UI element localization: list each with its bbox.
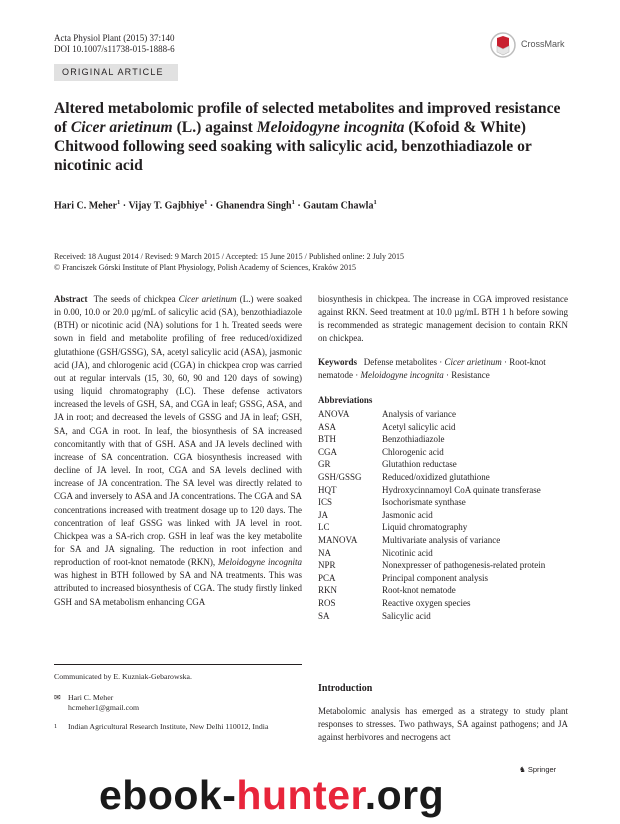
crossmark-label: CrossMark xyxy=(521,39,565,49)
abbreviation-definition: Reduced/oxidized glutathione xyxy=(382,471,490,482)
publisher-name: Springer xyxy=(527,765,557,774)
author-name[interactable]: Hari C. Meher xyxy=(54,200,118,212)
abbreviation-term: ICS xyxy=(318,497,333,508)
abbreviation-term: CGA xyxy=(318,446,338,457)
publication-dates xyxy=(54,252,594,273)
author-email[interactable]: hcmeher1@gmail.com xyxy=(68,703,140,712)
article-type-banner xyxy=(54,64,178,81)
abbreviation-row xyxy=(318,572,570,585)
abbreviation-term: NPR xyxy=(318,560,336,571)
abbreviation-term: BTH xyxy=(318,434,336,445)
affiliation: Indian Agricultural Research Institute, New Delhi 110012, India xyxy=(68,722,269,731)
author-name[interactable]: Ghanendra Singh xyxy=(215,200,292,212)
abbreviation-row xyxy=(318,610,570,623)
abbreviation-row xyxy=(318,534,570,547)
publisher-logo xyxy=(519,765,556,774)
abbreviation-definition: Acetyl salicylic acid xyxy=(382,421,456,432)
abstract: Abstract The seeds of chickpea Cicer arietinum (L.) were soaked in 0.00, 10.0 or 20.0 µg/mL of salicylic acid (SA), benzothiadiazole (BTH) or nicotinic acid (NA) solutions for 1 h. Treated seeds were sown in field and metabolite profiling of free reduced/oxidized glutathione (GSH/GSSG), SA, acetyl salicylic acid (ASA), jasmonic acid (JA), and chlorogenic acid (CGA) in chickpea crop was carried out at regular intervals (15, 30, 60, 90 and 120 days of sowing) using liquid chromatography (LC). These defense activators increased the levels of GSH, SA, and CGA in leaf; GSSG, ASA, and JA in root; and decreased the levels of GSSG and JA in leaf; GSH, SA, and CGA in root. In leaf, the biosynthesis of SA increased concomitantly with that of GSH. ASA and JA levels declined with increase of SA concentration. CGA biosynthesis increased with decline of JA level. In root, CGA and SA levels declined with increase of JA concentration. The SA level was directly related to CGA and inversely to ASA and JA concentrations. The CGA and SA concentrations increased with treatment dosage up to 120 days. The concentration of leaf GSSG was linked with JA level in root. Chickpea was a SA-rich crop. GSH in leaf was the key metabolite for SA and JA signaling. The reduction in root infection and reproduction of root-knot nematode (RKN), Meloidogyne incognita was highest in BTH followed by SA and NA treatments. This was attributed to increased biosynthesis of CGA. The study firstly linked GSH and SA metabolism enhancing CGA xyxy=(54,294,302,607)
abbreviation-definition: Glutathion reductase xyxy=(382,459,457,470)
introduction-text: Metabolomic analysis has emerged as a strategy to study plant responses to stresses. Two pathways, SA against pathogens; and JA against herbivores and necrogens act xyxy=(318,706,568,742)
abbreviation-row xyxy=(318,597,570,610)
keywords: Keywords Defense metabolites · Cicer arietinum · Root-knot nematode · Meloidogyne incognita · Resistance xyxy=(318,357,546,380)
abbreviation-definition: Liquid chromatography xyxy=(382,522,468,533)
abbreviation-definition: Root-knot nematode xyxy=(382,585,456,596)
journal-citation: Acta Physiol Plant (2015) 37:140 xyxy=(54,33,175,43)
abbreviation-definition: Multivariate analysis of variance xyxy=(382,534,501,545)
springer-horse-icon: ♞ xyxy=(519,765,526,774)
abbreviation-definition: Reactive oxygen species xyxy=(382,597,471,608)
abbreviation-row xyxy=(318,509,570,522)
abbreviation-row xyxy=(318,421,570,434)
abbreviation-definition: Hydroxycinnamoyl CoA quinate transferase xyxy=(382,484,541,495)
affiliation-number: 1 xyxy=(54,723,58,730)
abbreviation-row xyxy=(318,547,570,560)
abbreviation-row xyxy=(318,408,570,421)
abbreviation-definition: Salicylic acid xyxy=(382,610,431,621)
corresponding-author: Hari C. Meher xyxy=(68,693,114,702)
abbreviation-row xyxy=(318,433,570,446)
abbreviation-row xyxy=(318,484,570,497)
abbreviation-term: ROS xyxy=(318,597,336,608)
author-name[interactable]: Vijay T. Gajbhiye xyxy=(128,200,205,212)
abbreviation-term: SA xyxy=(318,610,330,621)
abstract-continuation: biosynthesis in chickpea. The increase in CGA improved resistance against RKN. Seed treatment at 10.0 µg/mL BTH 1 h before sowing is recommended as strategic management decision to contain RKN on chickpea. xyxy=(318,294,568,344)
abbreviation-definition: Nicotinic acid xyxy=(382,547,433,558)
history-dates: Received: 18 August 2014 / Revised: 9 March 2015 / Accepted: 15 June 2015 / Published online: 2 July 2015 xyxy=(54,252,404,261)
abbreviations-list xyxy=(318,408,570,622)
abbreviation-row xyxy=(318,521,570,534)
abbreviation-definition: Principal component analysis xyxy=(382,572,488,583)
article-type: ORIGINAL ARTICLE xyxy=(62,67,164,77)
abbreviation-row xyxy=(318,559,570,572)
author-list: Hari C. Meher$^1$ · Vijay T. Gajbhiye$^1$ · Ghanendra Singh$^1$ · Gautam Chawla$^1$ xyxy=(54,199,377,212)
footnote-rule xyxy=(54,664,302,665)
abbreviation-term: ANOVA xyxy=(318,409,350,419)
abbreviation-row xyxy=(318,446,570,459)
abbreviation-row xyxy=(318,584,570,597)
abbreviation-definition: Analysis of variance xyxy=(382,409,456,419)
abbreviation-row xyxy=(318,458,570,471)
abbreviation-term: HQT xyxy=(318,484,337,495)
abbreviation-term: JA xyxy=(318,509,329,520)
abbreviation-term: MANOVA xyxy=(318,534,358,545)
doi[interactable]: DOI 10.1007/s11738-015-1888-6 xyxy=(54,44,175,54)
watermark: ebook-hunter.org xyxy=(99,772,445,818)
abbreviation-term: ASA xyxy=(318,421,337,432)
abbreviation-term: GR xyxy=(318,459,331,470)
abbreviation-definition: Isochorismate synthase xyxy=(382,497,466,508)
journal-header xyxy=(54,33,175,55)
introduction-heading: Introduction xyxy=(318,683,373,694)
abbreviation-term: RKN xyxy=(318,585,338,596)
abbreviation-definition: Nonexpresser of pathogenesis-related protein xyxy=(382,560,546,571)
article-title: Altered metabolomic profile of selected metabolites and improved resistance of Cicer arietinum (L.) against Meloidogyne incognita (Kofoid & White) Chitwood following seed soaking with salicylic acid, benzothiadiazole or nicotinic acid xyxy=(54,100,561,174)
crossmark-badge[interactable] xyxy=(490,32,582,58)
abbreviation-definition: Chlorogenic acid xyxy=(382,446,444,457)
footnotes xyxy=(54,672,302,732)
abbreviation-term: GSH/GSSG xyxy=(318,471,362,482)
crossmark-icon xyxy=(490,32,516,58)
abbreviation-definition: Jasmonic acid xyxy=(382,509,433,520)
communicated-by: Communicated by E. Kuzniak-Gebarowska. xyxy=(54,672,192,681)
abbreviation-row xyxy=(318,471,570,484)
copyright-line: © Franciszek Górski Institute of Plant Physiology, Polish Academy of Sciences, Kraków 2015 xyxy=(54,262,356,272)
abbreviation-term: LC xyxy=(318,522,330,533)
abbreviation-term: PCA xyxy=(318,572,336,583)
abbreviation-definition: Benzothiadiazole xyxy=(382,434,445,445)
author-name[interactable]: Gautam Chawla xyxy=(303,200,374,212)
keywords-heading: Keywords xyxy=(318,357,357,367)
envelope-icon: ✉ xyxy=(54,693,61,702)
abbreviation-row xyxy=(318,496,570,509)
abbreviation-term: NA xyxy=(318,547,331,558)
abbreviations-heading: Abbreviations xyxy=(318,395,373,405)
abstract-heading: Abstract xyxy=(54,294,88,304)
